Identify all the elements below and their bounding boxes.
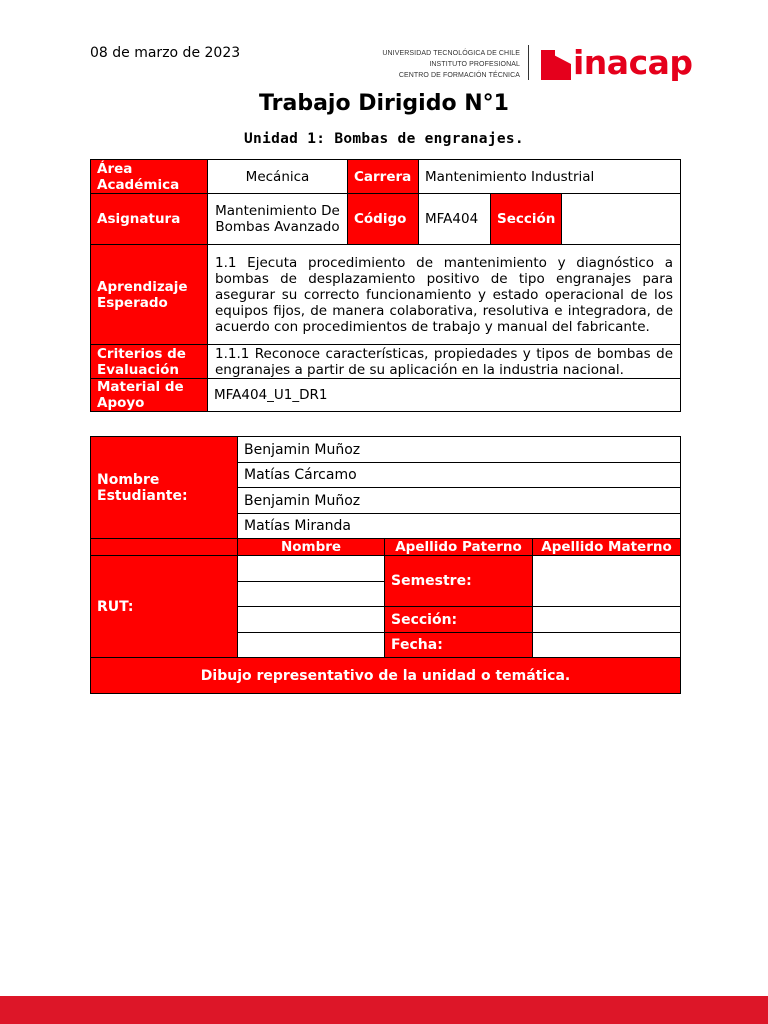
codigo-value: MFA404 — [419, 194, 491, 245]
document-subtitle: Unidad 1: Bombas de engranajes. — [244, 131, 524, 147]
name-header-row — [91, 539, 681, 556]
asignatura-label: Asignatura — [91, 194, 208, 245]
info-table — [90, 159, 681, 412]
rut-value-cell — [238, 582, 385, 607]
institution-line-university: UNIVERSIDAD TECNOLÓGICA DE CHILE — [382, 50, 520, 57]
nombre-estudiante-label: Nombre Estudiante: — [91, 437, 238, 539]
student-row — [91, 437, 681, 463]
fecha-label: Fecha: — [385, 633, 533, 658]
material-value: MFA404_U1_DR1 — [208, 379, 681, 412]
drawing-row — [91, 658, 681, 694]
drawing-label: Dibujo representativo de la unidad o temática. — [91, 658, 681, 694]
criterios-label: Criterios de Evaluación — [91, 345, 208, 379]
fecha-value — [533, 633, 681, 658]
info-row-area — [91, 160, 681, 194]
rut-value-cell — [238, 633, 385, 658]
logo-divider — [528, 45, 529, 80]
seccion-label: Sección — [491, 194, 562, 245]
info-row-criterios — [91, 345, 681, 379]
info-row-asignatura — [91, 194, 681, 245]
semestre-value — [533, 556, 681, 607]
material-label: Material de Apoyo — [91, 379, 208, 412]
rut-row — [91, 556, 681, 582]
carrera-value: Mantenimiento Industrial — [419, 160, 681, 194]
criterios-value: 1.1.1 Reconoce características, propiedades y tipos de bombas de engranajes a partir de su aplicación en la industria nacional. — [208, 345, 681, 379]
seccion-field-value — [533, 607, 681, 633]
student-name: Matías Miranda — [238, 514, 681, 539]
inacap-logo — [541, 43, 693, 88]
info-row-aprendizaje — [91, 245, 681, 345]
document-date: 08 de marzo de 2023 — [90, 45, 241, 61]
student-name: Benjamin Muñoz — [238, 437, 681, 463]
institution-line-institute: INSTITUTO PROFESIONAL — [429, 61, 520, 68]
inacap-logo-wordmark: inacap — [573, 43, 693, 82]
header-apellido-materno: Apellido Materno — [533, 539, 681, 556]
seccion-field-label: Sección: — [385, 607, 533, 633]
seccion-value — [562, 194, 681, 245]
aprendizaje-value: 1.1 Ejecuta procedimiento de mantenimiento y diagnóstico a bombas de desplazamiento positivo de tipo engranajes para asegurar su correcto funcionamiento y estado operacional de los equipos fijos, de manera colaborativa, resolutiva e integradora, de acuerdo con procedimientos de trabajo y manual del fabricante. — [208, 245, 681, 345]
asignatura-value: Mantenimiento De Bombas Avanzado — [208, 194, 348, 245]
institution-lines — [320, 48, 520, 81]
area-value: Mecánica — [208, 160, 348, 194]
inacap-logo-mark-icon — [541, 50, 571, 80]
student-name: Matías Cárcamo — [238, 463, 681, 488]
document-title: Trabajo Dirigido N°1 — [259, 91, 509, 116]
student-table — [90, 436, 681, 694]
header-nombre: Nombre — [238, 539, 385, 556]
info-row-material — [91, 379, 681, 412]
aprendizaje-label: Aprendizaje Esperado — [91, 245, 208, 345]
carrera-label: Carrera — [348, 160, 419, 194]
semestre-label: Semestre: — [385, 556, 533, 607]
institution-line-cft: CENTRO DE FORMACIÓN TÉCNICA — [398, 72, 520, 79]
area-label: Área Académica — [91, 160, 208, 194]
student-name: Benjamin Muñoz — [238, 488, 681, 514]
rut-value-cell — [238, 607, 385, 633]
rut-label: RUT: — [91, 556, 238, 658]
header-spacer — [91, 539, 238, 556]
footer-bar — [0, 996, 768, 1024]
codigo-label: Código — [348, 194, 419, 245]
rut-value-cell — [238, 556, 385, 582]
header-apellido-paterno: Apellido Paterno — [385, 539, 533, 556]
